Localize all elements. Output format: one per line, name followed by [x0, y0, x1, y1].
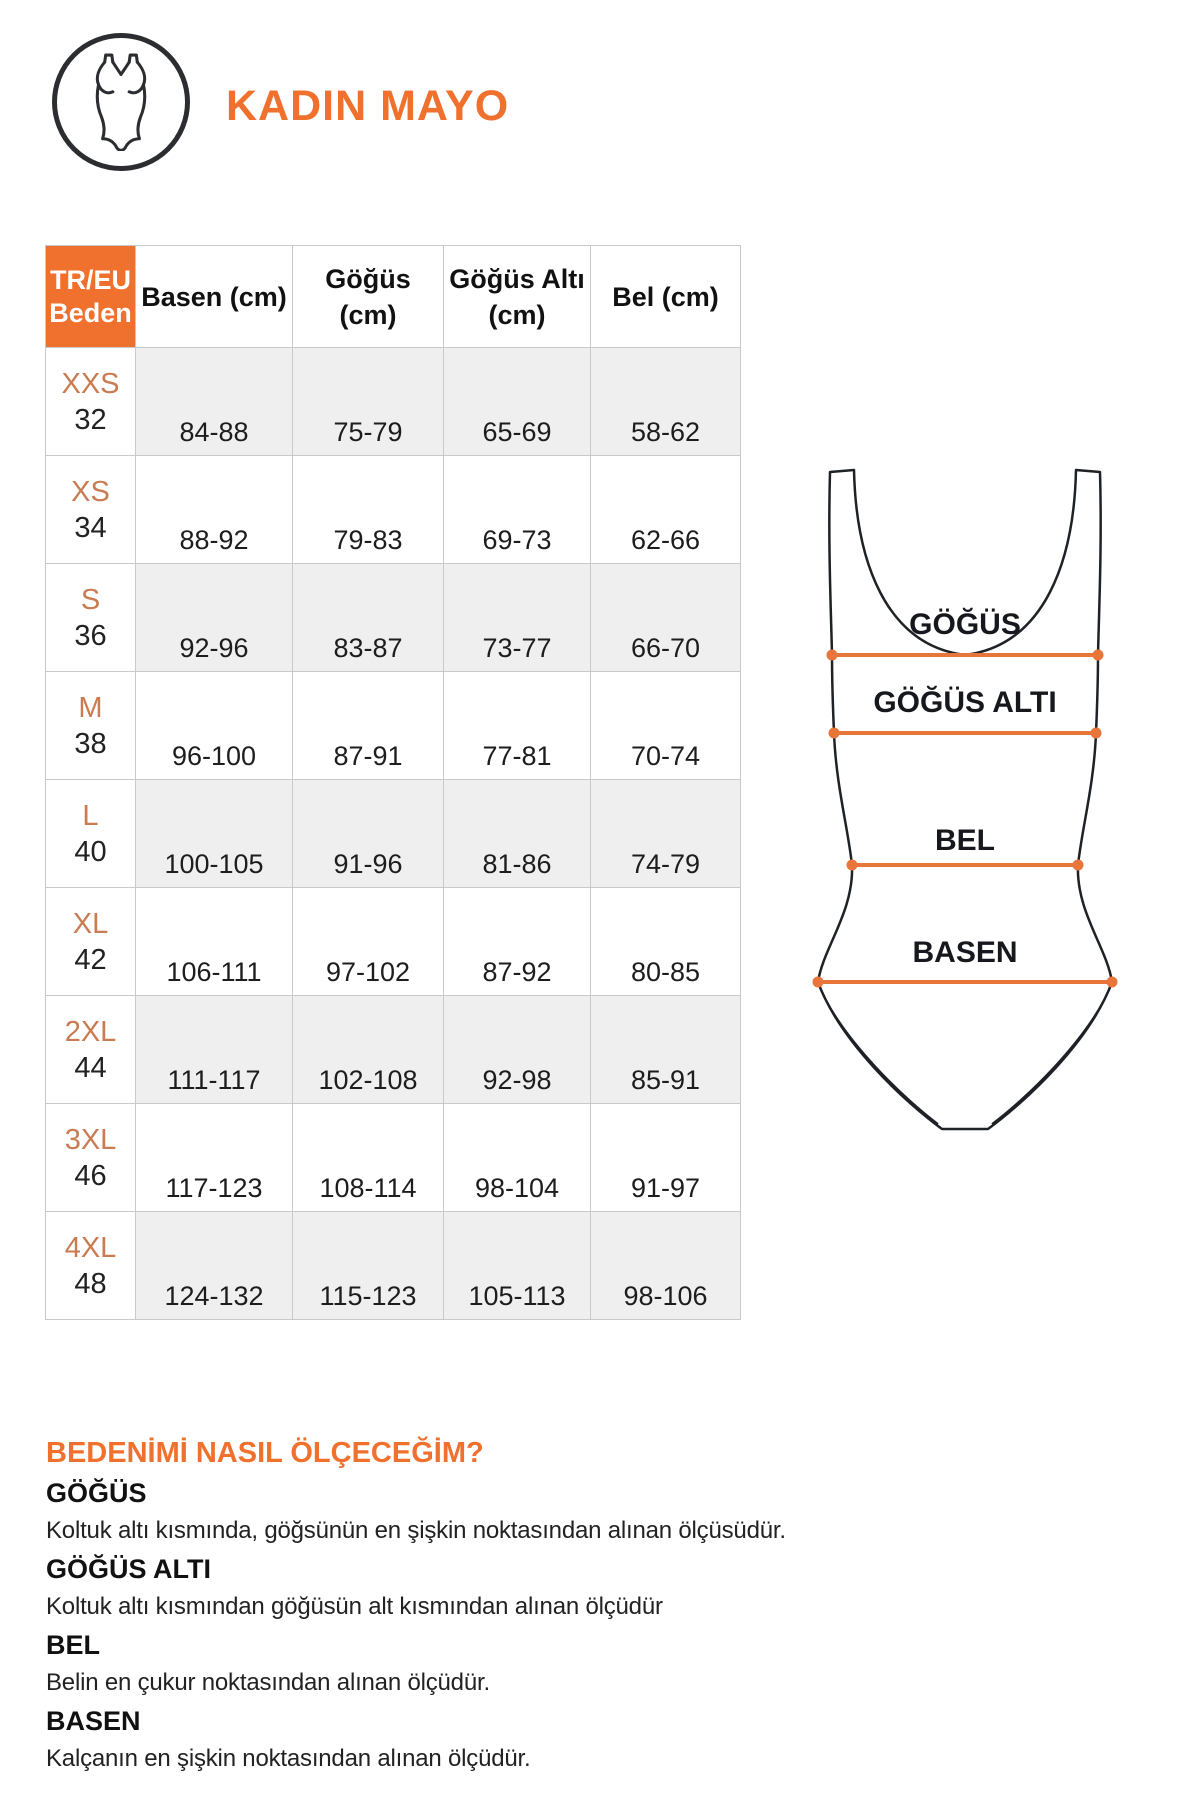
size-cell [46, 564, 136, 672]
bel-value: 58-62 [591, 348, 741, 456]
size-table [45, 245, 741, 1320]
bel-value: 66-70 [591, 564, 741, 672]
size-column-header-line1: TR/EU [50, 264, 131, 295]
size-cell [46, 1104, 136, 1212]
size-column-header-line2: Beden [49, 297, 132, 328]
size-label: M [78, 691, 103, 724]
column-header-gogus: Göğüs (cm) [293, 246, 444, 348]
gogus-value: 102-108 [293, 996, 444, 1104]
bel-value: 70-74 [591, 672, 741, 780]
size-label: 2XL [64, 1015, 117, 1048]
size-eu-number: 48 [74, 1267, 107, 1300]
swimsuit-icon [52, 33, 190, 171]
table-row [46, 456, 741, 564]
diagram-label-bel: BEL [935, 824, 995, 857]
size-cell [46, 996, 136, 1104]
guide-description: Kalçanın en şişkin noktasından alınan ölçüdür. [46, 1745, 531, 1772]
bel-value: 85-91 [591, 996, 741, 1104]
gogus-value: 115-123 [293, 1212, 444, 1320]
size-cell [46, 780, 136, 888]
basen-value: 92-96 [136, 564, 293, 672]
diagram-label-basen: BASEN [912, 936, 1018, 969]
size-eu-number: 46 [74, 1159, 107, 1192]
size-cell [46, 1212, 136, 1320]
swimsuit-outline [818, 470, 1112, 1129]
guide-section [46, 1702, 1096, 1778]
table-row [46, 672, 741, 780]
diagram-label-gogus: GÖĞÜS [909, 608, 1021, 641]
basen-value: 124-132 [136, 1212, 293, 1320]
gogus-alti-value: 81-86 [444, 780, 591, 888]
basen-value: 100-105 [136, 780, 293, 888]
guide-term: GÖĞÜS ALTI [46, 1554, 211, 1584]
guide-description: Koltuk altı kısmında, göğsünün en şişkin noktasından alınan ölçüsüdür. [46, 1517, 786, 1544]
gogus-alti-value: 65-69 [444, 348, 591, 456]
gogus-value: 91-96 [293, 780, 444, 888]
bel-value: 80-85 [591, 888, 741, 996]
guide-section [46, 1626, 1096, 1702]
gogus-alti-value: 77-81 [444, 672, 591, 780]
guide-description: Koltuk altı kısmından göğüsün alt kısmından alınan ölçüdür [46, 1593, 663, 1620]
table-row [46, 348, 741, 456]
gogus-value: 97-102 [293, 888, 444, 996]
diagram-label-gogus-alti: GÖĞÜS ALTI [873, 686, 1057, 719]
size-label: L [82, 799, 99, 832]
basen-value: 106-111 [136, 888, 293, 996]
gogus-value: 87-91 [293, 672, 444, 780]
gogus-value: 79-83 [293, 456, 444, 564]
guide-heading: BEDENİMİ NASIL ÖLÇECEĞİM? [46, 1437, 484, 1469]
size-cell [46, 888, 136, 996]
size-eu-number: 34 [74, 511, 107, 544]
size-eu-number: 42 [74, 943, 107, 976]
size-eu-number: 38 [74, 727, 107, 760]
size-cell [46, 456, 136, 564]
size-eu-number: 40 [74, 835, 107, 868]
basen-value: 117-123 [136, 1104, 293, 1212]
column-header-gogus-alti: Göğüs Altı (cm) [444, 246, 591, 348]
size-label: XXS [61, 367, 120, 400]
size-eu-number: 32 [74, 403, 107, 436]
size-eu-number: 36 [74, 619, 107, 652]
guide-term: BASEN [46, 1706, 141, 1736]
column-header-basen: Basen (cm) [136, 246, 293, 348]
gogus-value: 75-79 [293, 348, 444, 456]
page-title: KADIN MAYO [226, 82, 510, 130]
table-row [46, 1212, 741, 1320]
size-label: 4XL [64, 1231, 117, 1264]
gogus-alti-value: 87-92 [444, 888, 591, 996]
size-label: XS [71, 475, 110, 508]
swimsuit-diagram [810, 450, 1130, 1150]
table-row [46, 996, 741, 1104]
measurement-guide [46, 1432, 1096, 1778]
size-column-header [46, 246, 136, 348]
size-cell [46, 672, 136, 780]
basen-value: 96-100 [136, 672, 293, 780]
guide-term: BEL [46, 1630, 100, 1660]
bel-value: 62-66 [591, 456, 741, 564]
basen-value: 111-117 [136, 996, 293, 1104]
column-header-bel: Bel (cm) [591, 246, 741, 348]
size-label: S [80, 583, 101, 616]
gogus-alti-value: 92-98 [444, 996, 591, 1104]
gogus-alti-value: 73-77 [444, 564, 591, 672]
gogus-value: 108-114 [293, 1104, 444, 1212]
gogus-alti-value: 105-113 [444, 1212, 591, 1320]
gogus-alti-value: 69-73 [444, 456, 591, 564]
size-cell [46, 348, 136, 456]
basen-value: 84-88 [136, 348, 293, 456]
gogus-value: 83-87 [293, 564, 444, 672]
size-label: 3XL [64, 1123, 117, 1156]
table-row [46, 564, 741, 672]
gogus-alti-value: 98-104 [444, 1104, 591, 1212]
bel-value: 98-106 [591, 1212, 741, 1320]
guide-section [46, 1474, 1096, 1550]
table-row [46, 1104, 741, 1212]
basen-value: 88-92 [136, 456, 293, 564]
table-header-row [46, 246, 741, 348]
table-row [46, 888, 741, 996]
size-eu-number: 44 [74, 1051, 107, 1084]
size-label: XL [72, 907, 109, 940]
guide-term: GÖĞÜS [46, 1478, 147, 1508]
guide-section [46, 1550, 1096, 1626]
bel-value: 74-79 [591, 780, 741, 888]
guide-description: Belin en çukur noktasından alınan ölçüdür. [46, 1669, 490, 1696]
bel-value: 91-97 [591, 1104, 741, 1212]
table-row [46, 780, 741, 888]
